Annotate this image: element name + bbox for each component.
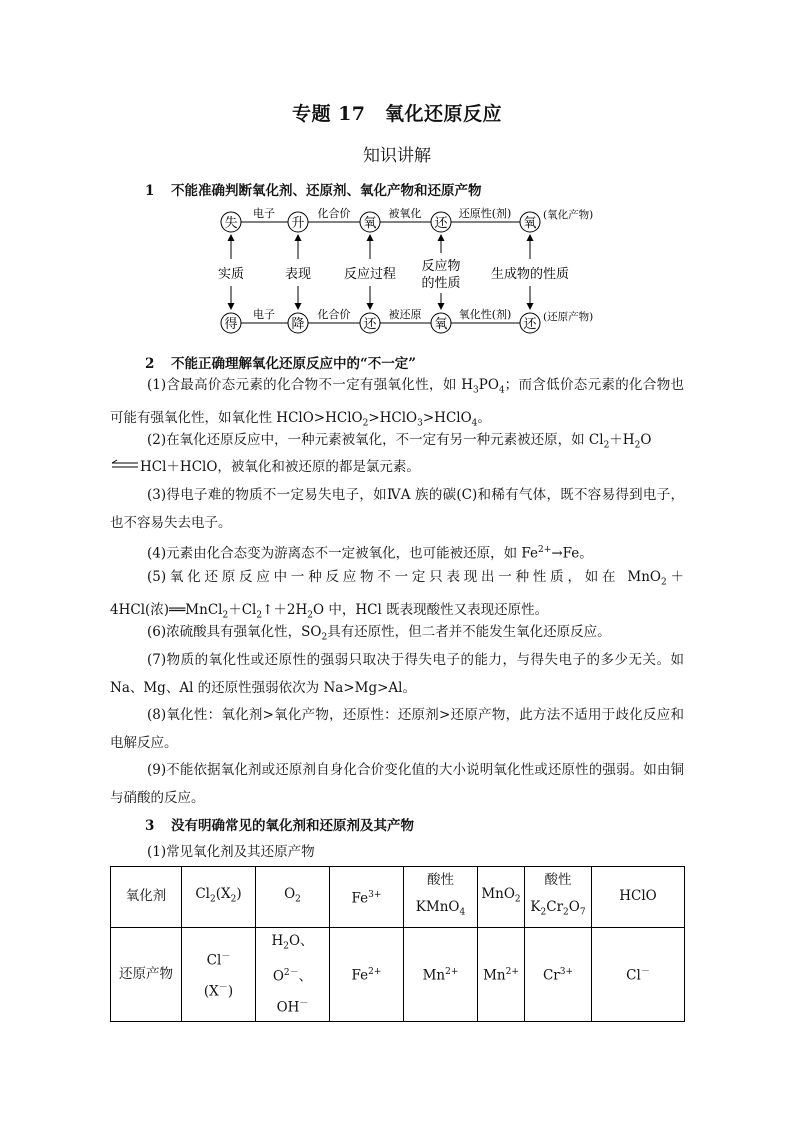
- middle-label-1: 实质: [217, 267, 245, 282]
- cell-k2cr2o7: 酸性 $K_2Cr_2O_7$: [525, 867, 592, 928]
- top-circle-4: [431, 212, 451, 232]
- top-circle-2: [288, 212, 308, 232]
- item-9: (9)不能依据氧化剂或还原剂自身化合价变化值的大小说明氧化性或还原性的强弱。如由铜与硝酸的反应。: [110, 762, 685, 806]
- bottom-circle-3: [360, 313, 380, 333]
- top-circle-5: [520, 212, 540, 232]
- equilibrium-arrow-icon: [110, 459, 140, 471]
- svg-text:升: 升: [291, 216, 305, 231]
- cell-kmno4: 酸性 KMnO$_4$: [404, 867, 478, 928]
- section-number: 3: [145, 818, 155, 834]
- middle-label-4a: 反应物: [421, 259, 461, 274]
- svg-text:氧: 氧: [434, 317, 448, 332]
- section-number: 1: [145, 183, 155, 199]
- cell-mn2-b: $Mn^{2+}$: [478, 927, 525, 1022]
- cell-mn2-a: $Mn^{2+}$: [404, 927, 478, 1022]
- cell-fe3: $Fe^{3+}$: [330, 867, 404, 928]
- cell-cr3: $Cr^{3+}$: [525, 927, 592, 1022]
- item-4: (4)元素由化合态变为游离态不一定被氧化，也可能被还原，如 $Fe^{2+}\to Fe$。: [147, 545, 593, 562]
- top-tail: (氧化产物): [543, 209, 594, 221]
- bottom-link-4: 氧化性(剂): [458, 308, 512, 321]
- item-5: (5)氧化还原反应中一种反应物不一定只表现出一种性质，如在 MnO$_2$＋4HCl(浓)$══MnCl_2+Cl_2↑+2H_2O$ 中，HCl 既表现酸性又表现还原性。: [110, 569, 685, 621]
- page-subtitle: 知识讲解: [363, 146, 431, 166]
- item-7: (7)物质的氧化性或还原性的强弱只取决于得失电子的能力，与得失电子的多少无关。如 Na、Mg、Al 的还原性强弱依次为 Na>Mg>Al。: [110, 652, 684, 696]
- middle-label-5: 生成物的性质: [490, 267, 570, 282]
- item-1: (1)含最高价态元素的化合物不一定有强氧化性，如 $H_3PO_4$；而含低价态元素的化合物也可能有强氧化性，如氧化性 HClO>HClO$_2$>HClO$_3$>HClO$_4$。: [110, 377, 685, 429]
- section-heading-2: [145, 352, 416, 372]
- item-8: (8)氧化性：氧化剂>氧化产物，还原性：还原剂>还原产物，此方法不适用于歧化反应和电解反应。: [110, 707, 684, 751]
- svg-text:还: 还: [523, 317, 537, 332]
- cell-o2: $O_2$: [256, 867, 330, 928]
- row-header-oxidant: 氧化剂: [111, 867, 182, 928]
- redox-concept-diagram: [210, 203, 620, 343]
- top-circle-1: [221, 212, 241, 232]
- middle-label-3: 反应过程: [343, 267, 397, 282]
- table-caption: (1)常见氧化剂及其还原产物: [147, 844, 315, 860]
- oxidant-product-table: [110, 866, 685, 1022]
- cell-hclo: HClO: [592, 867, 685, 928]
- bottom-link-1: 电子: [253, 308, 275, 321]
- item-2-line-2: HCl＋HClO，被氧化和被还原的都是氯元素。: [110, 455, 420, 475]
- cell-cl-minus: Cl－ (X－): [182, 927, 256, 1022]
- cell-mno2: MnO$_2$: [478, 867, 525, 928]
- svg-text:还: 还: [434, 216, 448, 231]
- bottom-circle-1: [221, 313, 241, 333]
- item-2: (2)在氧化还原反应中，一种元素被氧化，不一定有另一种元素被还原，如 $Cl_2+H_2O$: [147, 432, 652, 451]
- bottom-circle-4: [431, 313, 451, 333]
- section-heading-1: [145, 179, 482, 199]
- page-title: 专题 17 氧化还原反应: [291, 103, 503, 125]
- top-link-3: 被氧化: [388, 207, 422, 220]
- section-number: 2: [145, 356, 155, 372]
- table-row: [111, 867, 685, 928]
- middle-label-2: 表现: [284, 267, 312, 282]
- section-title: 没有明确常见的氧化剂和还原剂及其产物: [171, 818, 414, 834]
- bottom-tail: (还原产物): [543, 311, 594, 323]
- top-link-1: 电子: [253, 207, 275, 220]
- bottom-circle-2: [288, 313, 308, 333]
- cell-fe2: $Fe^{2+}$: [330, 927, 404, 1022]
- section-heading-3: [145, 814, 414, 834]
- svg-text:还: 还: [363, 317, 377, 332]
- bottom-link-2: 化合价: [317, 308, 351, 321]
- bottom-link-3: 被还原: [388, 308, 422, 321]
- item-6: (6)浓硫酸具有强氧化性，$SO_2$具有还原性，但二者并不能发生氧化还原反应。: [147, 624, 611, 643]
- svg-text:氧: 氧: [363, 216, 377, 231]
- section-title: 不能正确理解氧化还原反应中的“不一定”: [171, 356, 417, 372]
- middle-label-4b: 的性质: [421, 276, 461, 291]
- cell-cl-minus-2: Cl－: [592, 927, 685, 1022]
- svg-text:得: 得: [224, 317, 238, 332]
- table-row: [111, 927, 685, 1022]
- svg-text:失: 失: [224, 216, 238, 231]
- cell-cl2: $Cl_2(X_2)$: [182, 867, 256, 928]
- section-title: 不能准确判断氧化剂、还原剂、氧化产物和还原产物: [171, 183, 482, 199]
- item-3: (3)得电子难的物质不一定易失电子，如ⅣA 族的碳(C)和稀有气体，既不容易得到电子，也不容易失去电子。: [110, 487, 685, 531]
- bottom-circle-5: [520, 313, 540, 333]
- row-header-product: 还原产物: [111, 927, 182, 1022]
- top-link-4: 还原性(剂): [458, 207, 512, 220]
- cell-o2-products: $H_2O$、 $O^{2-}$、 OH－: [256, 927, 330, 1022]
- top-link-2: 化合价: [317, 207, 351, 220]
- top-circle-3: [360, 212, 380, 232]
- svg-text:氧: 氧: [523, 216, 537, 231]
- svg-text:降: 降: [291, 317, 305, 332]
